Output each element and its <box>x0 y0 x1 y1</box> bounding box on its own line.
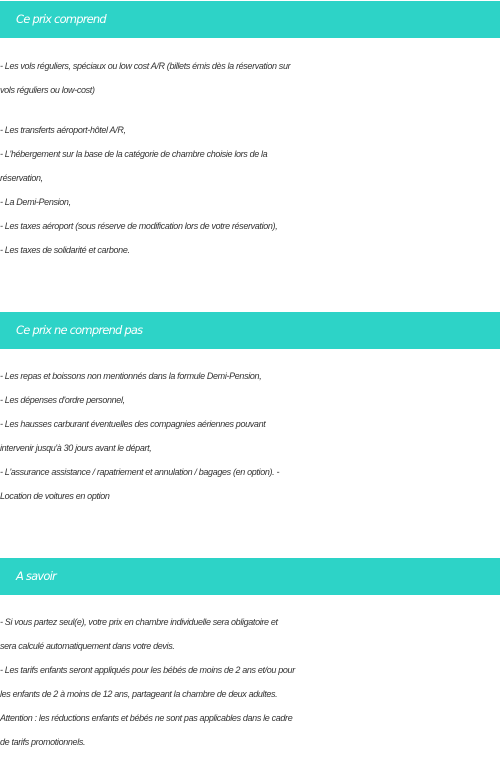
section-body-a-savoir <box>0 610 500 754</box>
excluded-item-line: - Les hausses carburant éventuelles des compagnies aériennes pouvant <box>0 419 266 429</box>
section-header-ce-prix-comprend <box>0 1 500 38</box>
included-item-line: - Les transferts aéroport-hôtel A/R, <box>0 125 126 135</box>
paragraph-gap <box>0 102 500 118</box>
excluded-item-line: - L'assurance assistance / rapatriement et annulation / bagages (en option). - <box>0 467 280 477</box>
included-item-line: vols réguliers ou low-cost) <box>0 85 95 95</box>
section-body-ce-prix-ne-comprend-pas <box>0 364 500 508</box>
excluded-item-line: - Les dépenses d'ordre personnel, <box>0 395 125 405</box>
excluded-item-line: - Les repas et boissons non mentionnés dans la formule Demi-Pension, <box>0 371 262 381</box>
included-item-line: - Les vols réguliers, spéciaux ou low cost A/R (billets émis dès la réservation sur <box>0 61 291 71</box>
included-item-line: - Les taxes aéroport (sous réserve de modification lors de votre réservation), <box>0 221 278 231</box>
section-title: A savoir <box>16 569 56 583</box>
info-line: - Les tarifs enfants seront appliqués pour les bébés de moins de 2 ans et/ou pour <box>0 665 295 675</box>
section-header-a-savoir <box>0 558 500 595</box>
included-item-line: réservation, <box>0 173 43 183</box>
info-line: sera calculé automatiquement dans votre devis. <box>0 641 175 651</box>
info-line: les enfants de 2 à moins de 12 ans, partageant la chambre de deux adultes. <box>0 689 278 699</box>
included-item-line: - La Demi-Pension, <box>0 197 71 207</box>
included-item-line: - Les taxes de solidarité et carbone. <box>0 245 130 255</box>
section-title: Ce prix ne comprend pas <box>16 323 143 337</box>
included-item-line: - L'hébergement sur la base de la catégorie de chambre choisie lors de la <box>0 149 268 159</box>
info-line: Attention : les réductions enfants et bébés ne sont pas applicables dans le cadre <box>0 713 293 723</box>
section-title: Ce prix comprend <box>16 12 106 26</box>
section-body-ce-prix-comprend <box>0 54 500 262</box>
excluded-item-line: intervenir jusqu'à 30 jours avant le départ, <box>0 443 152 453</box>
info-line: de tarifs promotionnels. <box>0 737 86 747</box>
excluded-item-line: Location de voitures en option <box>0 491 110 501</box>
section-header-ce-prix-ne-comprend-pas <box>0 312 500 349</box>
info-line: - Si vous partez seul(e), votre prix en chambre individuelle sera obligatoire et <box>0 617 278 627</box>
